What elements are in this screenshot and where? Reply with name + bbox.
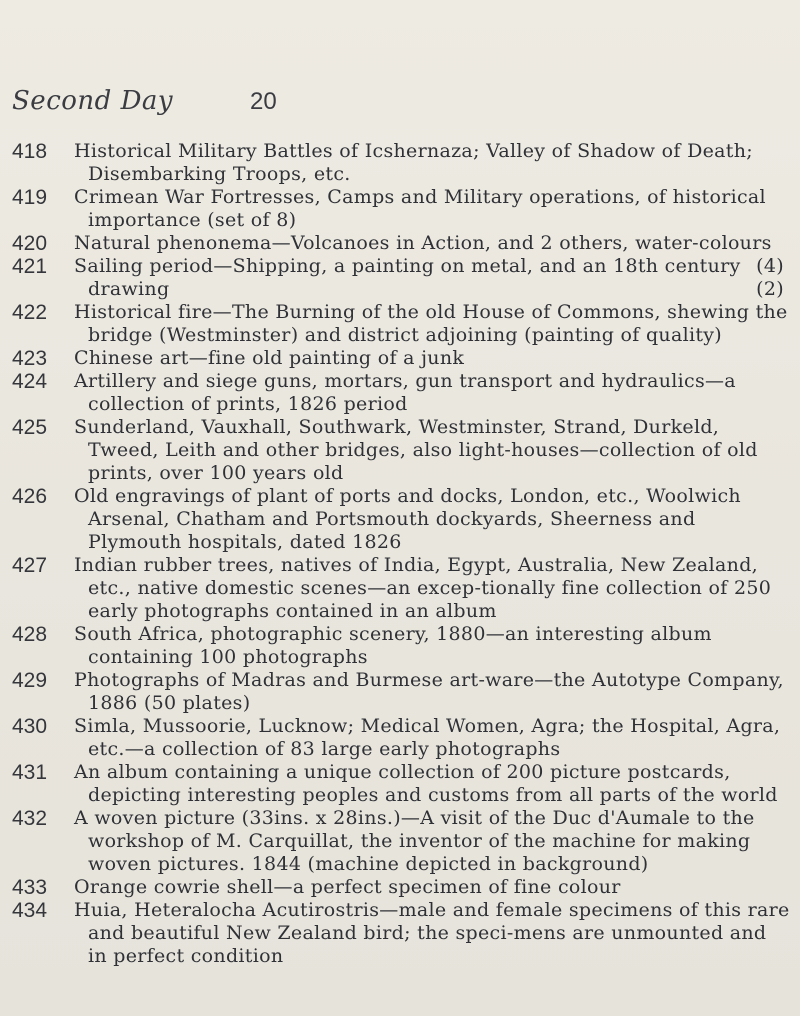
lot-description: [74, 761, 790, 807]
lot-number: 433: [12, 876, 48, 899]
page-number: 20: [250, 88, 277, 115]
lot-text: An album containing a unique collection of 200 picture postcards, depicting interesting peoples and customs from all parts of the world: [74, 761, 778, 806]
lot-entry-424: [0, 370, 800, 416]
lot-text: Simla, Mussoorie, Lucknow; Medical Women, Agra; the Hospital, Agra, etc.—a collection of 83 large early photographs: [74, 715, 781, 760]
lot-description: [74, 899, 790, 968]
lot-description: [74, 485, 790, 554]
lot-description: [74, 255, 790, 301]
lot-entry-433: [0, 876, 800, 899]
lot-description: [74, 370, 790, 416]
lot-description: [74, 669, 790, 715]
lot-quantity: (2): [756, 278, 784, 300]
lot-number: 426: [12, 485, 48, 508]
lot-description: [74, 623, 790, 669]
lot-entry-427: [0, 554, 800, 623]
lot-number: 431: [12, 761, 48, 784]
lot-entry-430: [0, 715, 800, 761]
lot-number: 432: [12, 807, 48, 830]
lot-entry-419: [0, 186, 800, 232]
lot-number: 423: [12, 347, 48, 370]
lot-entry-428: [0, 623, 800, 669]
lot-text: Sailing period—Shipping, a painting on metal, and an 18th century drawing: [74, 255, 741, 300]
lot-text: Old engravings of plant of ports and docks, London, etc., Woolwich Arsenal, Chatham and Portsmouth dockyards, Sheerness and Plymouth hospitals, dated 1826: [74, 485, 741, 553]
lot-number: 421: [12, 255, 48, 278]
lot-text: Artillery and siege guns, mortars, gun transport and hydraulics—a collection of prints, 1826 period: [74, 370, 736, 415]
lot-entry-422: [0, 301, 800, 347]
lot-entry-421: [0, 255, 800, 301]
lot-text: Photographs of Madras and Burmese art-ware—the Autotype Company, 1886 (50 plates): [74, 669, 784, 714]
lot-number: 419: [12, 186, 48, 209]
lot-number: 422: [12, 301, 48, 324]
lot-description: [74, 807, 790, 876]
lot-number: 425: [12, 416, 48, 439]
lot-number: 424: [12, 370, 48, 393]
lot-text: Orange cowrie shell—a perfect specimen of fine colour: [74, 876, 621, 898]
lot-text: South Africa, photographic scenery, 1880—an interesting album containing 100 photographs: [74, 623, 712, 668]
lot-list: [0, 140, 800, 968]
lot-entry-423: [0, 347, 800, 370]
lot-text: Chinese art—fine old painting of a junk: [74, 347, 465, 369]
lot-number: 418: [12, 140, 48, 163]
lot-entry-431: [0, 761, 800, 807]
lot-description: [74, 347, 790, 370]
lot-text: Huia, Heteralocha Acutirostris—male and female specimens of this rare and beautiful New Zealand bird; the speci-mens are unmounted and in perfect condition: [74, 899, 790, 967]
lot-number: 427: [12, 554, 48, 577]
lot-text: Natural phenonema—Volcanoes in Action, and 2 others, water-colours: [74, 232, 772, 254]
lot-entry-429: [0, 669, 800, 715]
lot-description: [74, 715, 790, 761]
lot-text: Sunderland, Vauxhall, Southwark, Westminster, Strand, Durkeld, Tweed, Leith and other bridges, also light-houses—collection of old prints, over 100 years old: [74, 416, 758, 484]
lot-entry-432: [0, 807, 800, 876]
lot-description: [74, 140, 790, 186]
lot-number: 420: [12, 232, 48, 255]
page-header: [0, 86, 800, 126]
lot-entry-426: [0, 485, 800, 554]
lot-entry-434: [0, 899, 800, 968]
lot-number: 428: [12, 623, 48, 646]
lot-number: 430: [12, 715, 48, 738]
lot-description: [74, 416, 790, 485]
running-head: Second Day: [12, 86, 174, 116]
lot-text: A woven picture (33ins. x 28ins.)—A visit of the Duc d'Aumale to the workshop of M. Carquillat, the inventor of the machine for making woven pictures. 1844 (machine depicted in background): [74, 807, 755, 875]
lot-description: [74, 876, 790, 899]
lot-text: Historical fire—The Burning of the old House of Commons, shewing the bridge (Westminster) and district adjoining (painting of quality): [74, 301, 788, 346]
lot-quantity: (4): [756, 255, 784, 277]
lot-number: 429: [12, 669, 48, 692]
lot-entry-418: [0, 140, 800, 186]
lot-description: [74, 186, 790, 232]
lot-description: [74, 301, 790, 347]
lot-entry-425: [0, 416, 800, 485]
lot-description: [74, 232, 790, 277]
lot-description: [74, 554, 790, 623]
lot-text: Historical Military Battles of Icshernaza; Valley of Shadow of Death; Disembarking Troops, etc.: [74, 140, 753, 185]
lot-text: Crimean War Fortresses, Camps and Military operations, of historical importance (set of 8): [74, 186, 766, 231]
lot-number: 434: [12, 899, 48, 922]
lot-text: Indian rubber trees, natives of India, Egypt, Australia, New Zealand, etc., native domestic scenes—an excep-tionally fine collection of 250 early photographs contained in an album: [74, 554, 772, 622]
